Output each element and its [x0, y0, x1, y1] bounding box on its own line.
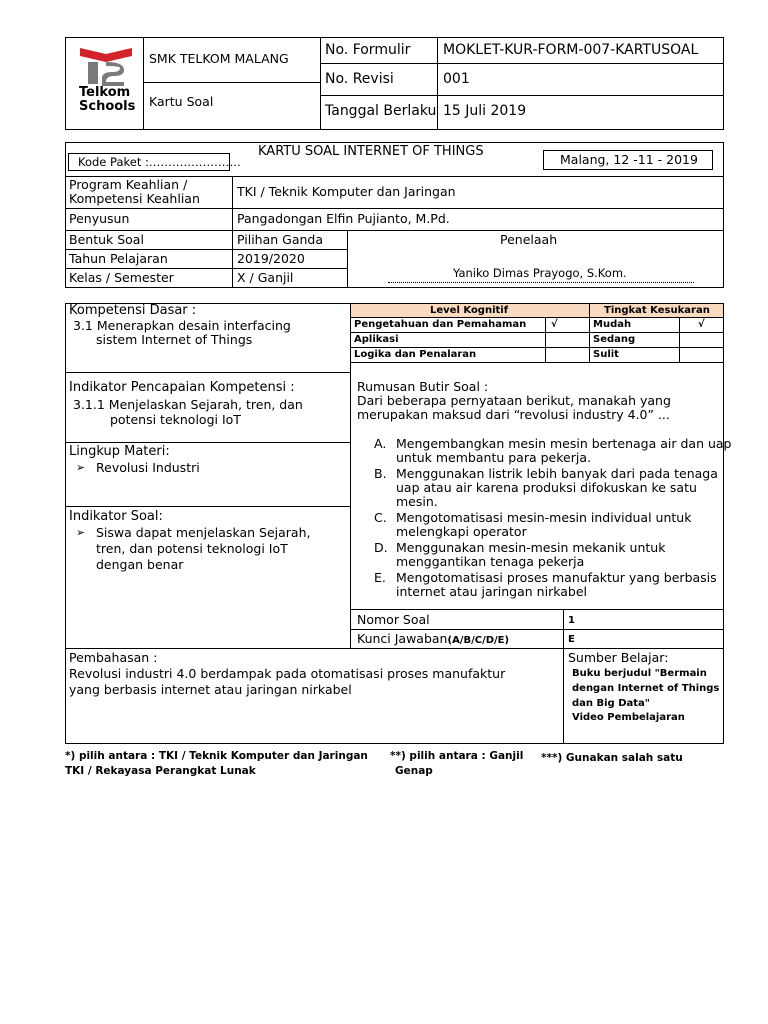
ipk-line2: potensi teknologi IoT	[110, 412, 241, 427]
header-level-kognitif: Level Kognitif	[430, 305, 509, 316]
option-a-line2: untuk membantu para pekerja.	[396, 450, 591, 465]
telkom-schools-logo	[76, 44, 136, 116]
is-title: Indikator Soal:	[69, 509, 163, 524]
bentuk-label: Bentuk Soal	[69, 232, 144, 247]
program-label-2: Kompetensi Keahlian	[69, 191, 200, 206]
penelaah-value: Yaniko Dimas Prayogo, S.Kom.	[453, 266, 627, 280]
kunci-jawaban-label	[357, 632, 509, 647]
program-value: TKI / Teknik Komputer dan Jaringan	[237, 184, 456, 199]
lm-title: Lingkup Materi:	[69, 444, 170, 459]
is-bullet-icon: ➢	[76, 526, 86, 539]
ipk-line1: 3.1.1 Menjelaskan Sejarah, tren, dan	[73, 397, 303, 412]
is-line3: dengan benar	[96, 557, 184, 572]
value-no-revisi: 001	[443, 71, 470, 87]
penyusun-label: Penyusun	[69, 211, 130, 226]
nomor-soal-value: 1	[568, 615, 575, 626]
pembahasan-line1: Revolusi industri 4.0 berdampak pada otomatisasi proses manufaktur	[69, 666, 506, 681]
question-stem-1: Dari beberapa pernyataan berikut, manakah yang	[357, 393, 671, 408]
option-d-letter: D.	[374, 540, 388, 555]
logo-text-telkom: Telkom	[79, 85, 131, 100]
tahun-value: 2019/2020	[237, 251, 305, 266]
footnote-2-line2: Genap	[395, 765, 433, 777]
option-e-line1: Mengotomatisasi proses manufaktur yang berbasis	[396, 570, 717, 585]
option-a-line1: Mengembangkan mesin mesin bertenaga air dan uap	[396, 436, 732, 451]
sumber-line1: Buku berjudul "Bermain	[572, 668, 707, 679]
kognitif-check-1: √	[551, 319, 558, 330]
lm-item: Revolusi Industri	[96, 460, 200, 475]
nomor-soal-label: Nomor Soal	[357, 612, 430, 627]
option-d-line1: Menggunakan mesin-mesin mekanik untuk	[396, 540, 666, 555]
kesukaran-row-3: Sulit	[593, 349, 619, 360]
label-no-formulir: No. Formulir	[325, 42, 411, 58]
sumber-line4: Video Pembelajaran	[572, 712, 685, 723]
kd-line2: sistem Internet of Things	[96, 332, 253, 347]
kognitif-row-3: Logika dan Penalaran	[354, 349, 477, 360]
option-a-letter: A.	[374, 436, 387, 451]
kd-line1: 3.1 Menerapkan desain interfacing	[73, 318, 291, 333]
option-e-line2: internet atau jaringan nirkabel	[396, 584, 587, 599]
kelas-label: Kelas / Semester	[69, 270, 174, 285]
card-title: KARTU SOAL INTERNET OF THINGS	[258, 144, 484, 159]
kode-paket: Kode Paket :……………………	[78, 155, 241, 169]
penyusun-value: Pangadongan Elfin Pujianto, M.Pd.	[237, 211, 450, 226]
logo-text-schools: Schools	[79, 99, 136, 114]
bentuk-value: Pilihan Ganda	[237, 232, 324, 247]
kesukaran-row-2: Sedang	[593, 334, 636, 345]
option-c-line2: melengkapi operator	[396, 524, 527, 539]
penelaah-label: Penelaah	[500, 232, 558, 247]
label-no-revisi: No. Revisi	[325, 71, 394, 87]
footnote-2-line1: **) pilih antara : Ganjil	[390, 750, 524, 762]
document-name: Kartu Soal	[149, 94, 214, 109]
pembahasan-label: Pembahasan :	[69, 650, 158, 665]
ipk-title: Indikator Pencapaian Kompetensi :	[69, 380, 295, 395]
kesukaran-row-1: Mudah	[593, 319, 632, 330]
sumber-line2: dengan Internet of Things	[572, 683, 720, 694]
is-line1: Siswa dapat menjelaskan Sejarah,	[96, 525, 311, 540]
sumber-label: Sumber Belajar:	[568, 650, 669, 665]
telkom-logo-mark-icon	[76, 44, 136, 88]
option-b-letter: B.	[374, 466, 387, 481]
value-no-formulir: MOKLET-KUR-FORM-007-KARTUSOAL	[443, 42, 699, 58]
kunci-label-suffix: (A/B/C/D/E)	[447, 635, 510, 646]
kelas-value: X / Ganjil	[237, 270, 294, 285]
sumber-line3: dan Big Data"	[572, 698, 650, 709]
kognitif-row-1: Pengetahuan dan Pemahaman	[354, 319, 527, 330]
question-stem-2: merupakan maksud dari “revolusi industry 4.0” ...	[357, 407, 670, 422]
program-label-1: Program Keahlian /	[69, 177, 188, 192]
kd-title: Kompetensi Dasar :	[69, 303, 197, 318]
option-b-line3: mesin.	[396, 494, 438, 509]
label-tanggal-berlaku: Tanggal Berlaku	[325, 103, 437, 119]
option-e-letter: E.	[374, 570, 386, 585]
footnote-1-line1: *) pilih antara : TKI / Teknik Komputer dan Jaringan	[65, 750, 368, 762]
kunci-jawaban-value: E	[568, 634, 575, 645]
header-tingkat-kesukaran: Tingkat Kesukaran	[604, 305, 710, 316]
pembahasan-line2: yang berbasis internet atau jaringan nirkabel	[69, 682, 352, 697]
value-tanggal-berlaku: 15 Juli 2019	[443, 103, 527, 119]
question-label: Rumusan Butir Soal :	[357, 379, 489, 394]
tahun-label: Tahun Pelajaran	[69, 251, 168, 266]
school-name: SMK TELKOM MALANG	[149, 51, 289, 66]
option-c-letter: C.	[374, 510, 387, 525]
kognitif-row-2: Aplikasi	[354, 334, 399, 345]
kunci-label-text: Kunci Jawaban	[357, 631, 448, 646]
footnote-1-line2: TKI / Rekayasa Perangkat Lunak	[65, 765, 256, 777]
option-b-line2: uap atau air karena produksi difokuskan ke satu	[396, 480, 697, 495]
footnote-3: ***) Gunakan salah satu	[541, 752, 683, 764]
lm-bullet-icon: ➢	[76, 461, 86, 474]
option-d-line2: menggantikan tenaga pekerja	[396, 554, 585, 569]
kesukaran-check-1: √	[698, 319, 705, 330]
is-line2: tren, dan potensi teknologi IoT	[96, 541, 288, 556]
option-c-line1: Mengotomatisasi mesin-mesin individual untuk	[396, 510, 692, 525]
place-date: Malang, 12 -11 - 2019	[560, 152, 698, 167]
option-b-line1: Menggunakan listrik lebih banyak dari pada tenaga	[396, 466, 718, 481]
